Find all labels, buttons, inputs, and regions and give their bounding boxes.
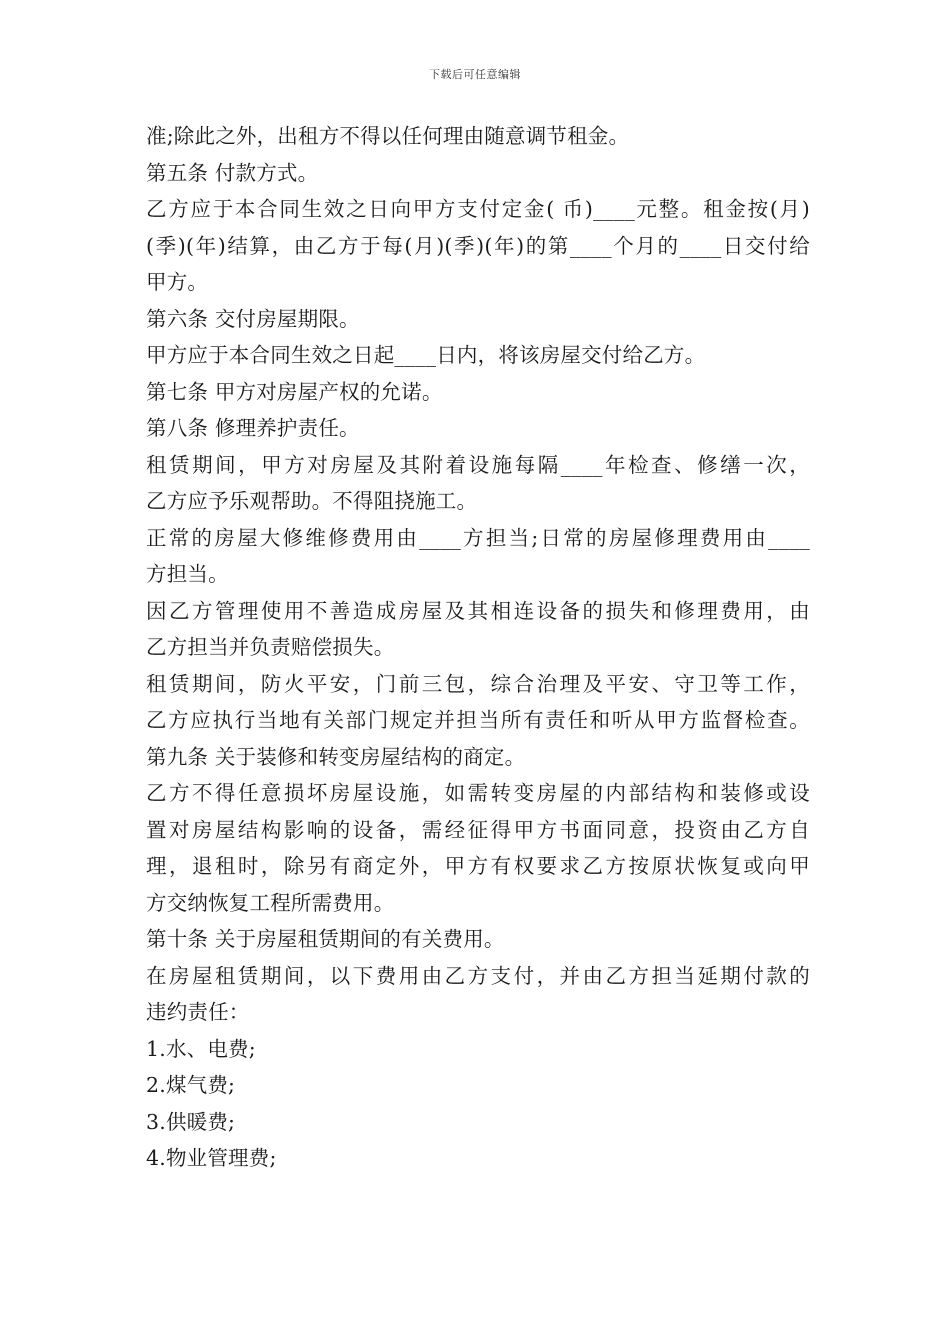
text-line: 乙方应于本合同生效之日向甲方支付定金( 币)____元整。租金按(月): [146, 197, 810, 221]
page-header-note: 下载后可任意编辑: [429, 68, 521, 81]
text-line: 第九条 关于装修和转变房屋结构的商定。: [146, 744, 526, 769]
text-line: 因乙方管理使用不善造成房屋及其相连设备的损失和修理费用，由: [146, 598, 810, 623]
text-line: 准;除此之外，出租方不得以任何理由随意调节租金。: [146, 124, 630, 148]
text-line: 第六条 交付房屋期限。: [146, 306, 360, 331]
text-line: 1.水、电费;: [146, 1036, 256, 1061]
text-line: 乙方应执行当地有关部门规定并担当所有责任和听从甲方监督检查。: [146, 708, 810, 732]
text-line: 方担当。: [146, 562, 229, 586]
text-line: 正常的房屋大修维修费用由____方担当;日常的房屋修理费用由____: [146, 525, 810, 550]
text-line: 租赁期间，防火平安，门前三包，综合治理及平安、守卫等工作，: [146, 671, 810, 696]
text-line: 甲方。: [146, 270, 209, 294]
text-line: 违约责任：: [146, 1000, 250, 1024]
text-line: 第七条 甲方对房屋产权的允诺。: [146, 379, 443, 404]
text-line: 乙方担当并负责赔偿损失。: [146, 635, 395, 659]
text-line: 甲方应于本合同生效之日起____日内，将该房屋交付给乙方。: [146, 343, 706, 367]
text-line: 第五条 付款方式。: [146, 160, 319, 185]
text-line: (季)(年)结算，由乙方于每(月)(季)(年)的第____个月的____日交付给: [146, 233, 810, 258]
text-line: 4.物业管理费;: [146, 1146, 277, 1170]
text-line: 方交纳恢复工程所需费用。: [146, 890, 395, 915]
text-line: 第十条 关于房屋租赁期间的有关费用。: [146, 927, 505, 951]
text-line: 乙方不得任意损坏房屋设施，如需转变房屋的内部结构和装修或设: [146, 781, 810, 805]
text-line: 在房屋租赁期间，以下费用由乙方支付，并由乙方担当延期付款的: [146, 963, 810, 988]
text-line: 租赁期间，甲方对房屋及其附着设施每隔____年检查、修缮一次，: [146, 452, 810, 477]
text-line: 乙方应予乐观帮助。不得阻挠施工。: [146, 489, 478, 513]
text-line: 置对房屋结构影响的设备，需经征得甲方书面同意，投资由乙方自: [146, 817, 810, 842]
text-line: 2.煤气费;: [146, 1073, 236, 1097]
text-line: 第八条 修理养护责任。: [146, 416, 360, 440]
document-body: [146, 118, 810, 1177]
text-line: 3.供暖费;: [146, 1109, 236, 1134]
text-line: 理，退租时，除另有商定外，甲方有权要求乙方按原状恢复或向甲: [146, 854, 810, 878]
